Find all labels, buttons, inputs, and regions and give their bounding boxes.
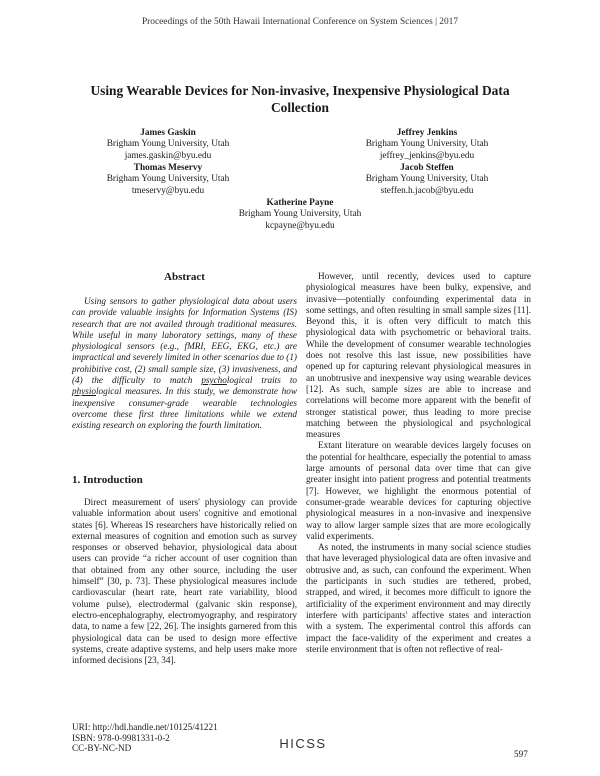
author-name: Katherine Payne xyxy=(266,198,334,208)
author-email: tmeservy@byu.edu xyxy=(131,185,205,196)
author-email: kcpayne@byu.edu xyxy=(265,220,335,231)
author-block xyxy=(347,163,507,197)
paragraph: As noted, the instruments in many social science studies that have leveraged physiological data are often invasive and obtrusive and, as such, can confound the experiment. When the participants in such studies are tethered, probed, strapped, and wired, it becomes more difficult to ignore the artificiality of the experiment environment and may directly interfere with participants' affective states and interaction with a system. The experimental control this affords can impact the face-validity of the experiment and creates a sterile environment that is often not reflective of real- xyxy=(306,542,531,654)
left-column-body xyxy=(72,497,297,666)
abstract-text: Using sensors to gather physiological data about users can provide valuable insights for Information Systems (IS) research that are not availed through traditional measures. While useful in many laboratory settings, many of these physiological sensors (e.g., fMRI, EEG, EKG, etc.) are impractical and severely limited in other scenarios due to (1) prohibitive cost, (2) small sample size, (3) invasiveness, and (4) the difficulty to match psychological traits to physiological measures. In this study, we demonstrate how inexpensive consumer-grade wearable technologies overcome these first three limitations while we extend existing research on exploring the fourth limitation. xyxy=(72,296,297,431)
author-block xyxy=(347,128,507,162)
footer-isbn: ISBN: 978-0-9981331-0-2 xyxy=(72,732,170,743)
paragraph: Extant literature on wearable devices largely focuses on the potential for healthcare, especially the potential to amass large amounts of personal data over time that can give greater insight into patient progress and potential treatments [7]. However, we highlight the enormous potential of consumer-grade wearable devices for capturing objective physiological measures in a non-invasive and inexpensive way to allow larger sample sizes that are more ecologically valid experiments. xyxy=(306,440,531,541)
author-block xyxy=(88,163,248,197)
author-affiliation: Brigham Young University, Utah xyxy=(106,174,230,185)
paper-title: Using Wearable Devices for Non-invasive, Inexpensive Physiological Data Collection xyxy=(90,83,510,115)
author-name: Jeffrey Jenkins xyxy=(396,128,458,138)
author-affiliation: Brigham Young University, Utah xyxy=(238,209,362,220)
author-name: James Gaskin xyxy=(140,128,196,138)
author-email: steffen.h.jacob@byu.edu xyxy=(380,185,474,196)
footer-metadata xyxy=(72,722,218,754)
paragraph: However, until recently, devices used to capture physiological measures have been bulky, expensive, and invasive—potentially confounding experimental data in some settings, and often resulting in small sample sizes [11]. Beyond this, it is often very difficult to match this physiological data with psychometric or behavioral traits. While the development of consumer wearable technologies does not resolve this last issue, new possibilities have opened up for capturing relevant physiological measures in an unobtrusive and inexpensive way using wearable devices [12]. As such, sample sizes are able to increase and correlations will become more apparent with the benefit of stronger statistical power, thus leading to more precise matching between the physiological and psychological measures xyxy=(306,271,531,440)
author-affiliation: Brigham Young University, Utah xyxy=(365,139,489,150)
author-email: james.gaskin@byu.edu xyxy=(124,150,212,161)
hicss-logo: HICSS xyxy=(279,735,327,751)
section-heading-introduction: 1. Introduction xyxy=(72,474,143,486)
author-name: Jacob Steffen xyxy=(400,163,454,173)
author-name: Thomas Meservy xyxy=(133,163,203,173)
author-affiliation: Brigham Young University, Utah xyxy=(106,139,230,150)
author-block xyxy=(220,198,380,232)
author-email: jeffrey_jenkins@byu.edu xyxy=(379,150,475,161)
author-block xyxy=(88,128,248,162)
footer-uri: URI: http://hdl.handle.net/10125/41221 xyxy=(72,722,218,732)
right-column-body xyxy=(306,271,531,655)
abstract-heading: Abstract xyxy=(164,271,205,283)
paragraph: Direct measurement of users' physiology can provide valuable information about users' cognitive and emotional states [6]. Whereas IS researchers have historically relied on external measures of cognition and emotion such as survey responses or observed behavior, physiological data about users can provide “a richer account of user cognition than that obtained from any other source, including the user himself” [30, p. 73]. These physiological measures include cardiovascular (heart rate, heart rate variability, blood volume pulse), electrodermal (galvanic skin response), electro-encephalography, electromyography, and respiratory data, to name a few [22, 26]. The insights garnered from this physiological data can be used to design more effective systems, create adaptive systems, and help users make more informed decisions [23, 34]. xyxy=(72,497,297,666)
author-affiliation: Brigham Young University, Utah xyxy=(365,174,489,185)
page-number: 597 xyxy=(514,749,528,759)
proceedings-header: Proceedings of the 50th Hawaii International Conference on System Sciences | 2017 xyxy=(141,17,459,27)
footer-license: CC-BY-NC-ND xyxy=(72,743,132,754)
